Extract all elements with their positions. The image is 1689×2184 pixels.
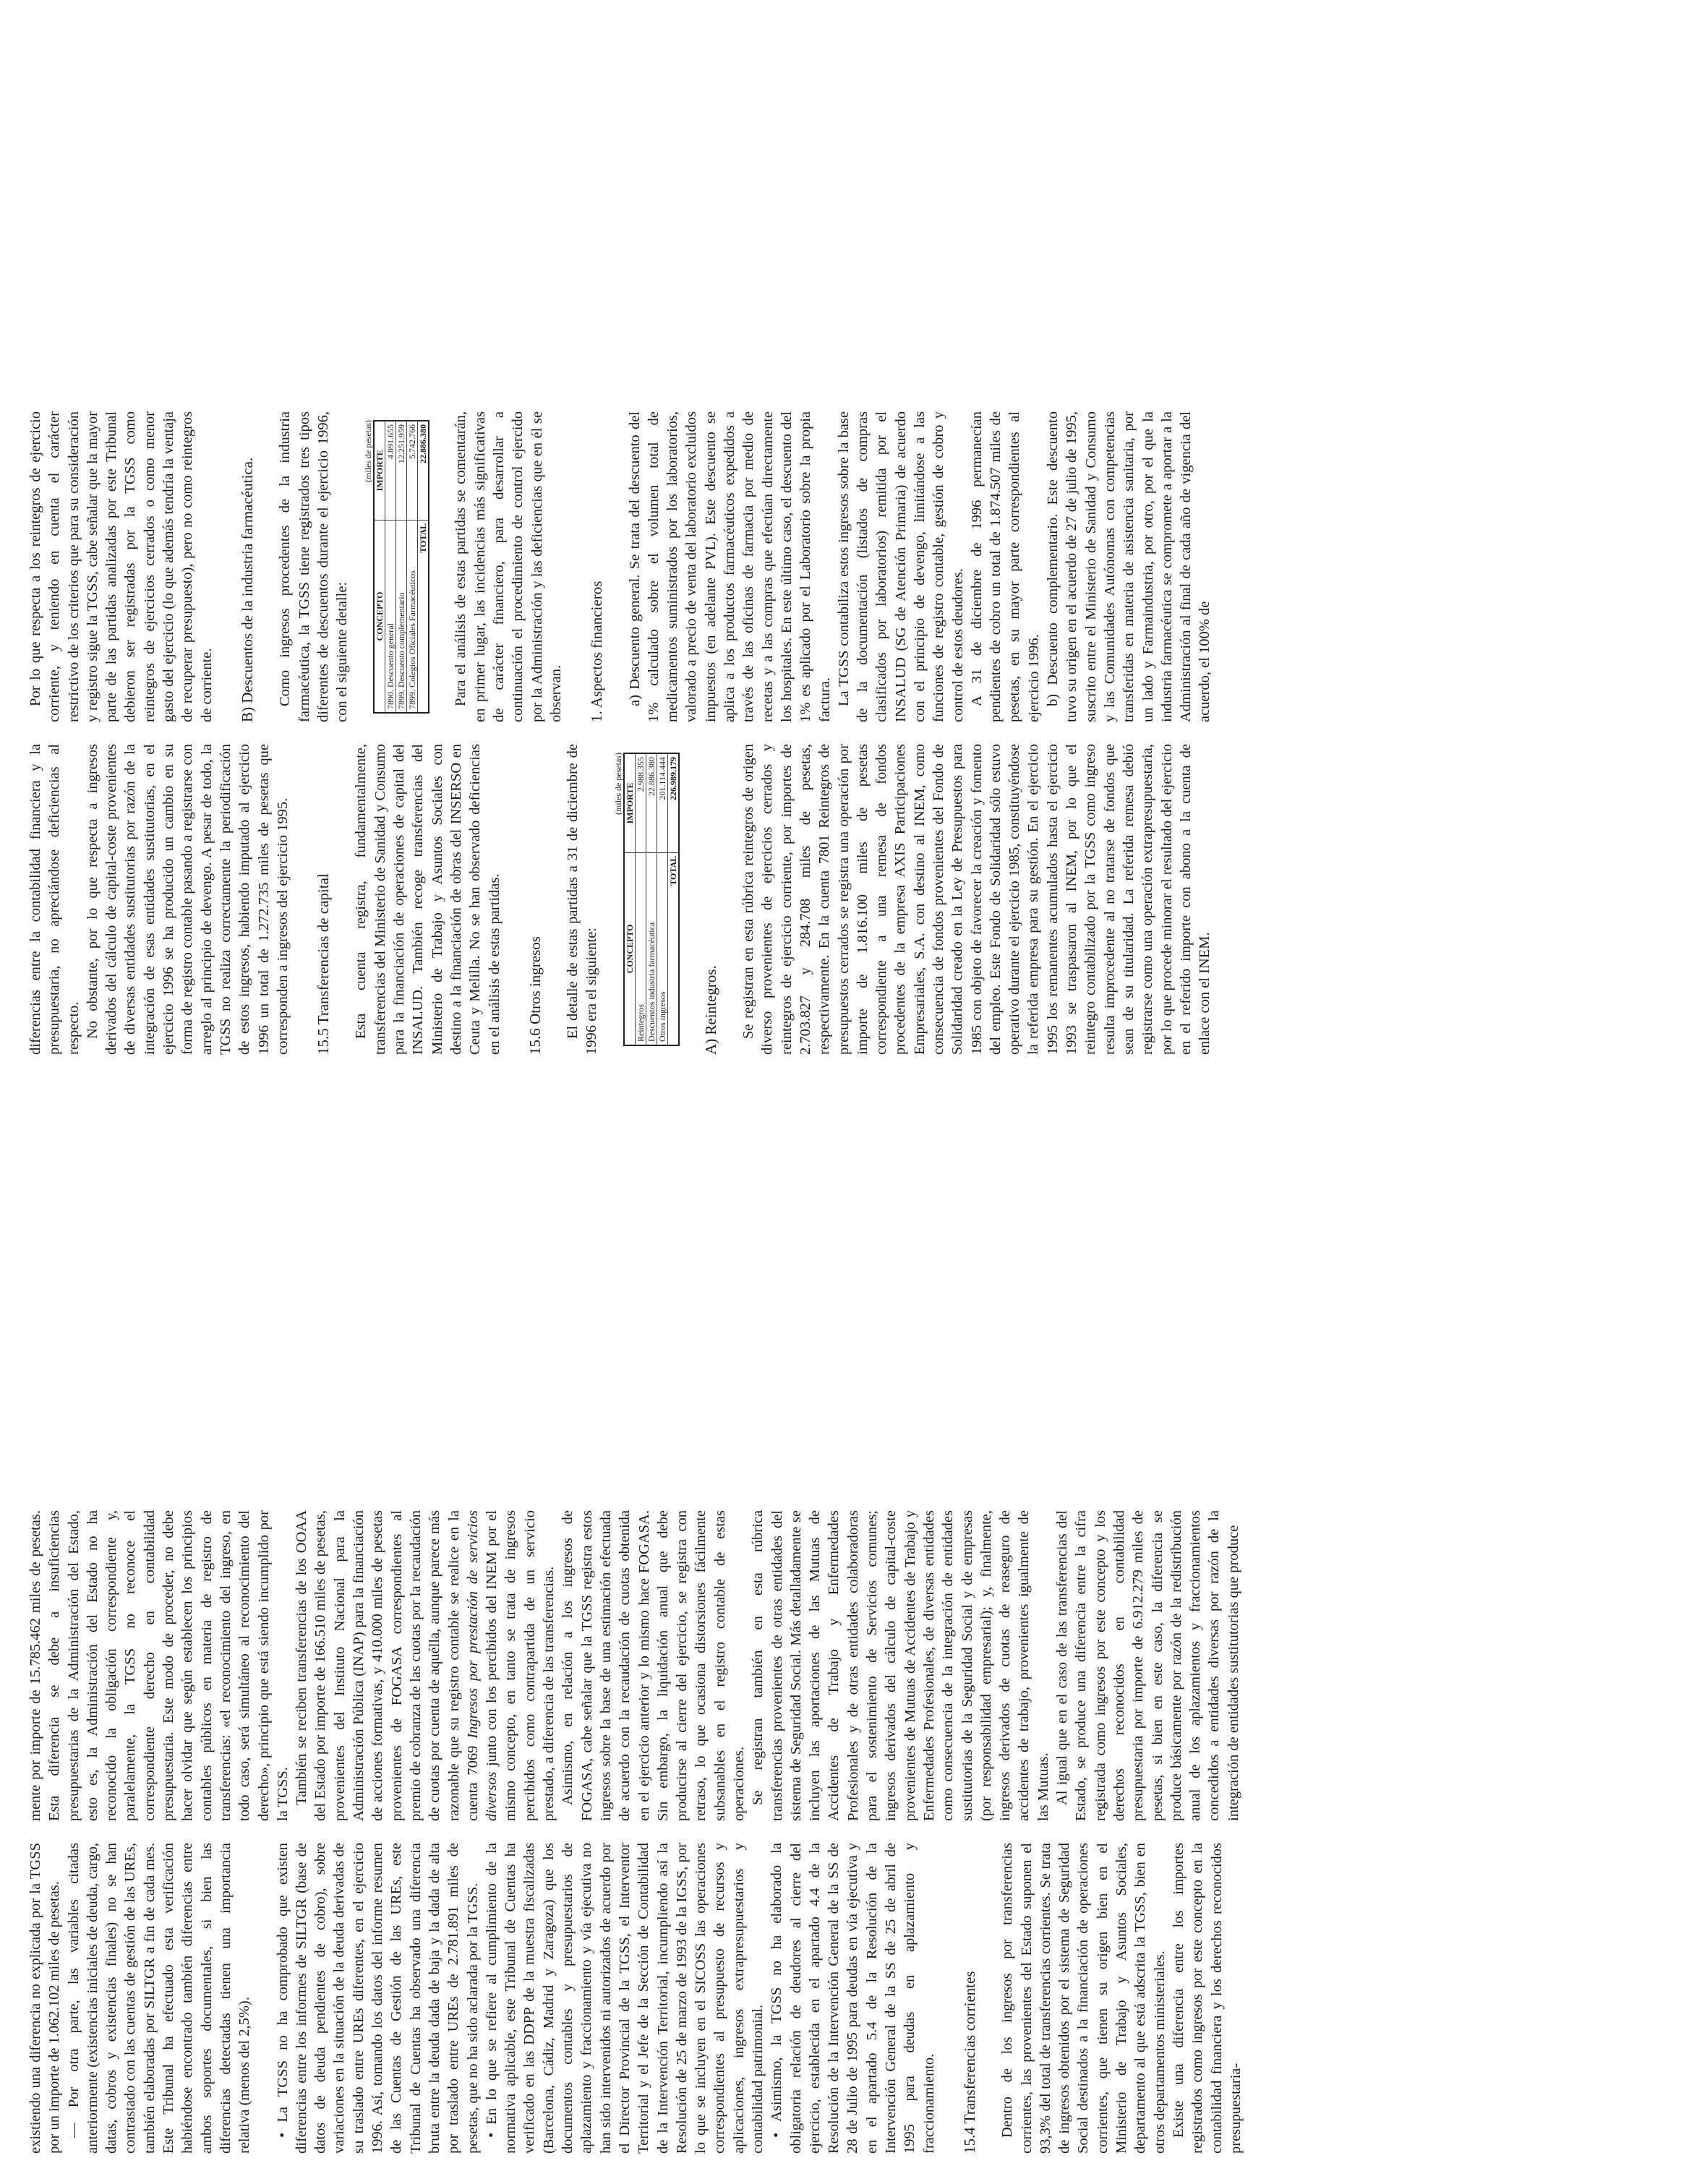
paragraph: b) Descuento complementario. Este descuento tuvo su origen en el acuerdo de 27 de julio de 1995, suscrito entre el Ministerio de Sanidad y Consumo y las Comunidades Autónomas con competencias transferidas en materia de asistencia sanitaria, por un lado y Farmaindustria, por otro, por el que la industria farmacéutica se compromete a aportar a la Administración al final de cada año de vigencia del acuerdo, el 100% de bbox=[1045, 411, 1213, 722]
table-header-row bbox=[374, 421, 385, 713]
data-table bbox=[373, 420, 429, 714]
paragraph: Esta cuenta registra, fundamentalmente, transferencias del Ministerio de Sanidad y Consumo para la financiación de operaciones de capital del INSALUD. También recoge transferencias del Ministerio de Trabajo y Asuntos Sociales con destino a la financiación de obras del INSERSO en Ceuta y Melilla. No se han observado deficiencias en el análisis de estas partidas. bbox=[353, 744, 503, 1055]
table-cell: Otros ingresos bbox=[657, 852, 667, 1045]
paragraph: Se registran también en esta rúbrica transferencias provenientes de otras entidades del sistema de Seguridad Social. Más detalladamente se incluyen las aportaciones de las Mutuas de Accidentes de Trabajo y Enfermedades Profesionales y de otras entidades colaboradoras para el sostenimiento de Servicios comunes; ingresos derivados del cálculo de capital-coste provenientes de Mutuas de Accidentes de Trabajo y Enfermedades Profesionales, de diversas entidades como consecuencia de la integración de entidades sustitutorias de la Seguridad Social y de empresas (por responsabilidad empresarial); y, finalmente, ingresos derivados de cuotas de reaseguro de accidentes de trabajo, provenientes igualmente de las Mutuas. bbox=[750, 1510, 1051, 1821]
table-total-row bbox=[667, 753, 679, 1045]
table-header-row bbox=[624, 753, 636, 1045]
table-cell: 22.886.380 bbox=[418, 421, 429, 520]
paragraph: diferencias entre la contabilidad financiera y la presupuestaria, no apreciándose deficiencias al respecto. bbox=[27, 744, 82, 1055]
paragraph: mente por importe de 15.785.462 miles de pesetas. Esta diferencia se debe a insuficiencias presupuestarias de la Administración del Estado, esto es, la Administración del Estado no ha reconocido la obligación correspondiente y, paralelamente, la TGSS no reconoce el correspondiente derecho en contabilidad presupuestaria. Este modo de proceder, no debe hacer olvidar que según establecen los principios contables públicos en materia de registro de transferencias: «el reconocimiento del ingreso, en todo caso, será simultáneo al reconocimiento del derecho», principio que está siendo incumplido por la TGSS. bbox=[27, 1510, 291, 1821]
table-cell: Reintegros bbox=[635, 852, 646, 1045]
table-cell: TOTAL bbox=[418, 520, 429, 713]
table-row bbox=[385, 421, 396, 713]
paragraph: • En lo que se refiere al cumplimiento de la normativa aplicable, este Tribunal de Cuentas ha verificado en las DDPP de la muestra fiscalizadas (Barcelona, Cádiz, Madrid y Zaragoza) que los documentos contables y presupuestarios de aplazamiento y fraccionamiento y vía ejecutiva no han sido intervenidos ni autorizados de acuerdo por el Director Provincial de la TGSS, el Interventor Territorial y el Jefe de la Sección de Contabilidad de la Intervención Territorial, incumpliendo así la Resolución de 25 de marzo de 1993 de la IGSS, por lo que se incluyen en el SICOSS las operaciones correspondientes al presupuesto de recursos y aplicaciones, ingresos extrapresupuestarios y contabilidad patrimonial. bbox=[483, 1843, 766, 2154]
table-cell: 4.891.655 bbox=[385, 421, 396, 520]
other-income-table bbox=[613, 753, 680, 1046]
data-table bbox=[623, 753, 680, 1046]
text-column-1 bbox=[26, 1843, 1245, 2154]
paragraph: Para el análisis de estas partidas se comentarán, en primer lugar, las incidencias más significativas de carácter financiero, para desarrollar a continuación el procedimiento de control ejercido por la Administración y las deficiencias que en él se observan. bbox=[453, 411, 564, 722]
table-total-row bbox=[418, 421, 429, 713]
table-cell: 226.989.179 bbox=[667, 753, 679, 852]
paragraph: Se registran en esta rúbrica reintegros de origen diverso provenientes de ejercicios cerrados y reintegros de ejercicio corriente, por importes de 2.703.827 y 284.708 miles de pesetas, respectivamente. En la cuenta 7801 Reintegros de presupuestos cerrados se registra una operación por importe de 1.816.100 miles de pesetas correspondiente a una remesa de fondos procedentes de la empresa AXIS Participaciones Empresariales, S.A. con destino al INEM, como consecuencia de fondos provenientes del Fondo de Solidaridad creado en la Ley de Presupuestos para 1985 con objeto de favorecer la creación y fomento del empleo. Este Fondo de Solidaridad sólo estuvo operativo durante el ejercicio 1985, constituyéndose la referida empresa para su gestión. En el ejercicio 1995 los remanentes acumulados hasta el ejercicio 1993 se traspasaron al INEM, por lo que el reintegro contabilizado por la TGSS como ingreso resulta improcedente al no tratarse de fondos que sean de su titularidad. La referida remesa debió registrarse como una operación extrapresupuestaria, por lo que procede minorar el resultado del ejercicio en el referido importe con abono a la cuenta de enlace con el INEM. bbox=[740, 744, 1213, 1055]
section-heading: 15.6 Otros ingresos bbox=[526, 936, 544, 1055]
table-cell: 201.114.444 bbox=[657, 753, 667, 852]
table-unit: (miles de pesetas) bbox=[363, 420, 374, 482]
paragraph-text: También se reciben transferencias de los OOAA del Estado por importe de 166.510 miles de pesetas, provenientes del Instituto Nacional para la Administración Pública (INAP) para la financiación de acciones formativas, y 410.000 miles de pesetas provenientes de FOGASA correspondientes al premio de cobranza de las cuotas por la recaudación de cuotas por cuenta de aquélla, aunque parece más razonable que su registro contable se realice en la cuenta 7069 bbox=[294, 1510, 481, 1821]
table-row bbox=[657, 753, 667, 1045]
text-column-2 bbox=[26, 1510, 1243, 1821]
subsection-heading: B) Descuentos de la industria farmacéutica. bbox=[238, 457, 256, 722]
table-cell: TOTAL bbox=[667, 852, 679, 1045]
table-cell: 22.886.380 bbox=[646, 753, 657, 852]
paragraph: — Por otra parte, las variables citadas anteriormente (existencias iniciales de deuda, cargo, datas, cobros y existencias finales) no se han contrastado con las cuentas de gestión de las UREs, también elaboradas por SILTGR a fin de cada mes. Este Tribunal ha efectuado esta verificación habiéndose encontrado también diferencias entre ambos soportes documentales, si bien las diferencias detectadas tienen una importancia relativa (menos del 2,5%). bbox=[65, 1843, 253, 2154]
section-heading: 15.5 Transferencias de capital bbox=[315, 873, 333, 1055]
paragraph: existiendo una diferencia no explicada por la TGSS por un importe de 1.062.102 miles de pesetas. bbox=[27, 1843, 63, 2154]
paragraph: El detalle de estas partidas a 31 de diciembre de 1996 era el siguiente: bbox=[565, 744, 600, 1055]
column-header: IMPORTE bbox=[374, 421, 385, 520]
table-cell: 2.988.355 bbox=[635, 753, 646, 852]
table-row bbox=[646, 753, 657, 1045]
paragraph bbox=[292, 1510, 558, 1821]
paragraph: Al igual que en el caso de las transferencias del Estado, se produce una diferencia entre la cifra registrada como ingresos por este concepto y los derechos reconocidos en contabilidad presupuestaria por importe de 6.912.279 miles de pesetas, si bien en este caso, la diferencia se produce básicamente por razón de la redistribución anual de los aplazamientos y fraccionamientos concedidos a entidades diversas por razón de la integración de entidades sustitutorias que produce bbox=[1054, 1510, 1241, 1821]
column-header: CONCEPTO bbox=[374, 520, 385, 713]
table-cell: Descuentos industria farmacéutica bbox=[646, 852, 657, 1045]
table-unit: (miles de pesetas) bbox=[612, 753, 623, 815]
table-cell: 12.251.959 bbox=[396, 421, 407, 520]
paragraph: • La TGSS no ha comprobado que existen diferencias entre los informes de SILTGR (base de datos de deuda pendientes de cobro), sobre variaciones en la situación de la deuda derivadas de su traslado entre UREs diferentes, en el ejercicio 1996. Así, tomando los datos del informe resumen de las Cuentas de Gestión de las UREs, este Tribunal de Cuentas ha observado una diferencia bruta entre la deuda dada de baja y la dada de alta por traslado entre UREs de 2.781.891 miles de pesetas, que no ha sido aclarada por la TGSS. bbox=[274, 1843, 481, 2154]
table-cell: 5.742.766 bbox=[407, 421, 418, 520]
paragraph: Como ingresos procedentes de la industria farmacéutica, la TGSS tiene registrados tres tipos diferentes de descuentos durante el ejercicio 1996, con el siguiente detalle: bbox=[277, 411, 351, 722]
subsection-heading: 1. Aspectos financieros bbox=[588, 581, 606, 722]
column-header: CONCEPTO bbox=[624, 852, 636, 1045]
table-row bbox=[635, 753, 646, 1045]
text-column-3 bbox=[26, 744, 1214, 1055]
column-header: IMPORTE bbox=[624, 753, 636, 852]
table-row bbox=[407, 421, 418, 713]
paragraph: Asimismo, en relación a los ingresos de FOGASA, cabe señalar que la TGSS registra estos ingresos sobre la base de una estimación efectuada de acuerdo con la recaudación de cuotas obtenida en el ejercicio anterior y lo mismo hace FOGASA. Sin embargo, la liquidación anual que debe producirse al cierre del ejercicio, se registra con retraso, lo que ocasiona distorsiones fácilmente subsanables en el registro contable de estas operaciones. bbox=[560, 1510, 747, 1821]
italic-account-name: Ingresos por prestación de servicios diversos bbox=[464, 1510, 500, 1821]
table-cell: 7899. Descuento complementario bbox=[396, 520, 407, 713]
paragraph: La TGSS contabiliza estos ingresos sobre la base de la documentación (listados de compras clasificados por laboratorios) remitida por el INSALUD (SG de Atención Primaria) de acuerdo con el principio de devengo, limitándose a las funciones de registro contable, gestión de cobro y control de estos deudores. bbox=[835, 411, 966, 722]
table-cell: 7899. Colegios Oficiales Farmacéuticos bbox=[407, 520, 418, 713]
subsection-heading: A) Reintegros. bbox=[701, 965, 719, 1055]
paragraph-text: junto con los percibidos del INEM por el mismo concepto, en tanto se trata de ingresos percibidos como contrapartida de un servicio prestado, a diferencia de las transferencias. bbox=[484, 1509, 557, 1821]
text-column-4 bbox=[26, 411, 1215, 722]
paragraph: Por lo que respecta a los reintegros de ejercicio corriente, y teniendo en cuenta el carácter restrictivo de los criterios que para su consideración y registro sigue la TGSS, cabe señalar que la mayor parte de las partidas analizadas por este Tribunal debieron ser registradas por la TGSS como reintegros de ejercicios cerrados o como menor gasto del ejercicio (lo que además tendría la ventaja de recuperar presupuesto), pero no como reintegros de corriente. bbox=[27, 411, 215, 722]
table-row bbox=[396, 421, 407, 713]
table-cell: 7890. Descuento general bbox=[385, 520, 396, 713]
paragraph: No obstante, por lo que respecta a ingresos derivados del cálculo de capital-coste provenientes de diversas entidades sustitutorias por razón de la integración de esas entidades sustitutorias, en el ejercicio 1996 se ha producido un cambio en su forma de registro contable pasando a registrarse con arreglo al principio de devengo. A pesar de todo, la TGSS no realiza correctamente la periodificación de estos ingresos, habiendo imputado al ejercicio 1996 un total de 1.272.735 miles de pesetas que corresponden a ingresos del ejercicio 1995. bbox=[84, 744, 291, 1055]
paragraph: Existe una diferencia entre los importes registrados como ingresos por este concepto en la contabilidad financiera y los derechos reconocidos presupuestaria- bbox=[1170, 1843, 1244, 2154]
pharma-discount-table bbox=[363, 420, 429, 714]
paragraph: Dentro de los ingresos por transferencias corrientes, las provenientes del Estado suponen el 93,3% del total de transferencias corrientes. Se trata de ingresos obtenidos por el sistema de Seguridad Social destinados a la financiación de operaciones corrientes, que tienen su origen bien en el Ministerio de Trabajo y Asuntos Sociales, departamento al que está adscrita la TGSS, bien en otros departamentos ministeriales. bbox=[999, 1843, 1168, 2154]
paragraph: • Asimismo, la TGSS no ha elaborado la obligatoria relación de deudores al cierre del ejercicio, establecida en el apartado 4.4 de la Resolución de la Intervención General de la SS de 28 de Julio de 1995 para deudas en vía ejecutiva y en el apartado 5.4 de la Resolución de la Intervención General de la SS de 25 de abril de 1995 para deudas en aplazamiento y fraccionamiento. bbox=[769, 1843, 937, 2154]
paragraph: a) Descuento general. Se trata del descuento del 1% calculado sobre el volumen total de medicamentos suministrados por los laboratorios, valorado a precio de venta del laboratorio excluidos impuestos (en adelante PVL). Este descuento se aplica a los productos farmacéuticos expedidos a través de las oficinas de farmacia por medio de recetas y a las compras que efectúan directamente los hospitales. En este último caso, el descuento del 1% es aplicado por el Laboratorio sobre la propia factura. bbox=[626, 411, 833, 722]
section-heading: 15.4 Transferencias corrientes bbox=[960, 1971, 978, 2154]
paragraph: A 31 de diciembre de 1996 permanecían pendientes de cobro un total de 1.874.507 miles de pesetas, en su mayor parte correspondientes al ejercicio 1996. bbox=[968, 411, 1042, 722]
